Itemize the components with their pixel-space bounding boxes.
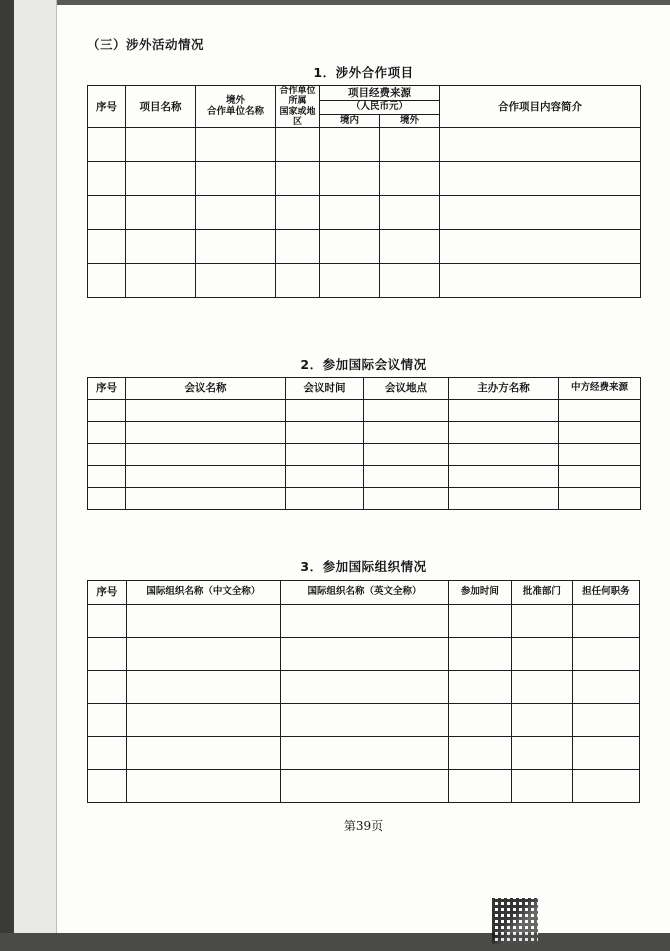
cell-meeting-time[interactable]	[286, 488, 364, 510]
cell-project-name[interactable]	[126, 230, 196, 264]
table-header-row	[88, 581, 640, 605]
cell-meeting-place[interactable]	[364, 444, 449, 466]
cell-domestic[interactable]	[320, 230, 380, 264]
international-organizations-table	[87, 580, 640, 803]
cell-seq[interactable]	[88, 605, 127, 638]
table-row[interactable]	[88, 488, 641, 510]
table-row[interactable]	[88, 400, 641, 422]
cell-seq[interactable]	[88, 196, 126, 230]
cell-project-name[interactable]	[126, 264, 196, 298]
cell-join-time[interactable]	[448, 770, 511, 803]
table-3-title: 3．参加国际组织情况	[300, 559, 427, 574]
cell-seq[interactable]	[88, 671, 127, 704]
cell-meeting-place[interactable]	[364, 400, 449, 422]
cell-domestic[interactable]	[320, 128, 380, 162]
table-header-row	[88, 378, 641, 400]
cell-country[interactable]	[276, 264, 320, 298]
cell-org-cn[interactable]	[126, 638, 281, 671]
cell-seq[interactable]	[88, 422, 126, 444]
cell-partner-unit[interactable]	[196, 264, 276, 298]
table-row[interactable]	[88, 737, 640, 770]
cell-description[interactable]	[440, 162, 641, 196]
cell-host[interactable]	[449, 466, 559, 488]
cell-project-name[interactable]	[126, 162, 196, 196]
th-project-name: 项目名称	[126, 86, 196, 128]
th-funding-source: 项目经费来源	[320, 86, 440, 101]
cell-meeting-place[interactable]	[364, 422, 449, 444]
cell-approval-dept[interactable]	[511, 737, 572, 770]
cell-partner-unit[interactable]	[196, 230, 276, 264]
table-row[interactable]	[88, 605, 640, 638]
table-row[interactable]	[88, 671, 640, 704]
cell-domestic[interactable]	[320, 196, 380, 230]
table-row[interactable]	[88, 638, 640, 671]
cell-meeting-time[interactable]	[286, 466, 364, 488]
cell-org-en[interactable]	[281, 770, 449, 803]
international-conferences-table	[87, 377, 641, 510]
cell-host[interactable]	[449, 400, 559, 422]
cell-join-time[interactable]	[448, 638, 511, 671]
cell-funding[interactable]	[559, 444, 641, 466]
table-header-row	[88, 86, 641, 101]
cell-org-cn[interactable]	[126, 737, 281, 770]
cell-seq[interactable]	[88, 704, 127, 737]
table-row[interactable]	[88, 162, 641, 196]
th-meeting-place: 会议地点	[364, 378, 449, 400]
scan-edge-left-dark	[0, 0, 14, 951]
cell-country[interactable]	[276, 162, 320, 196]
document-content	[57, 5, 670, 933]
cell-partner-unit[interactable]	[196, 128, 276, 162]
cell-seq[interactable]	[88, 128, 126, 162]
cell-org-en[interactable]	[281, 671, 449, 704]
th-approval-dept: 批准部门	[511, 581, 572, 605]
cell-approval-dept[interactable]	[511, 671, 572, 704]
cell-meeting-name[interactable]	[126, 422, 286, 444]
cell-org-en[interactable]	[281, 704, 449, 737]
cell-seq[interactable]	[88, 638, 127, 671]
cell-partner-unit[interactable]	[196, 162, 276, 196]
cell-seq[interactable]	[88, 466, 126, 488]
section-heading	[87, 35, 204, 53]
scan-edge-bottom	[0, 933, 670, 951]
th-org-cn: 国际组织名称（中文全称）	[126, 581, 281, 605]
cell-join-time[interactable]	[448, 737, 511, 770]
cell-project-name[interactable]	[126, 196, 196, 230]
cell-org-cn[interactable]	[126, 671, 281, 704]
cell-approval-dept[interactable]	[511, 770, 572, 803]
table-2-title: 2．参加国际会议情况	[300, 357, 427, 372]
th-meeting-name: 会议名称	[126, 378, 286, 400]
th-host: 主办方名称	[449, 378, 559, 400]
section-heading-text: （三）涉外活动情况	[87, 37, 205, 52]
th-funding-source: 中方经费来源	[559, 378, 641, 400]
cell-host[interactable]	[449, 444, 559, 466]
cell-description[interactable]	[440, 128, 641, 162]
table-row[interactable]	[88, 444, 641, 466]
cell-description[interactable]	[440, 196, 641, 230]
cell-domestic[interactable]	[320, 162, 380, 196]
th-description: 合作项目内容简介	[440, 86, 641, 128]
cell-org-en[interactable]	[281, 638, 449, 671]
cell-position[interactable]	[572, 704, 639, 737]
cell-seq[interactable]	[88, 488, 126, 510]
table-row[interactable]	[88, 230, 641, 264]
th-funding-domestic: 境内	[320, 114, 380, 128]
cell-org-cn[interactable]	[126, 704, 281, 737]
cell-overseas[interactable]	[380, 264, 440, 298]
cell-meeting-name[interactable]	[126, 466, 286, 488]
table-row[interactable]	[88, 422, 641, 444]
cell-meeting-name[interactable]	[126, 444, 286, 466]
cell-seq[interactable]	[88, 162, 126, 196]
cell-description[interactable]	[440, 230, 641, 264]
cell-country[interactable]	[276, 128, 320, 162]
cell-seq[interactable]	[88, 737, 127, 770]
th-funding-unit: （人民币元）	[320, 100, 440, 114]
cell-meeting-time[interactable]	[286, 444, 364, 466]
th-partner-unit: 境外 合作单位名称	[196, 86, 276, 128]
cell-meeting-place[interactable]	[364, 488, 449, 510]
th-seq: 序号	[88, 581, 127, 605]
cell-description[interactable]	[440, 264, 641, 298]
document-paper	[57, 5, 670, 933]
th-join-time: 参加时间	[448, 581, 511, 605]
cell-meeting-time[interactable]	[286, 400, 364, 422]
cell-org-en[interactable]	[281, 737, 449, 770]
th-country: 合作单位 所属 国家或地 区	[276, 86, 320, 128]
th-org-en: 国际组织名称（英文全称）	[281, 581, 449, 605]
cell-approval-dept[interactable]	[511, 638, 572, 671]
cell-meeting-name[interactable]	[126, 488, 286, 510]
cell-join-time[interactable]	[448, 671, 511, 704]
qr-code	[492, 898, 538, 944]
cell-host[interactable]	[449, 422, 559, 444]
table-row[interactable]	[88, 128, 641, 162]
cell-domestic[interactable]	[320, 264, 380, 298]
cell-funding[interactable]	[559, 466, 641, 488]
cell-seq[interactable]	[88, 230, 126, 264]
cell-seq[interactable]	[88, 444, 126, 466]
cell-country[interactable]	[276, 196, 320, 230]
th-meeting-time: 会议时间	[286, 378, 364, 400]
cell-seq[interactable]	[88, 400, 126, 422]
table-row[interactable]	[88, 770, 640, 803]
cell-project-name[interactable]	[126, 128, 196, 162]
cell-join-time[interactable]	[448, 605, 511, 638]
cell-funding[interactable]	[559, 400, 641, 422]
th-position: 担任何职务	[572, 581, 639, 605]
table-row[interactable]	[88, 466, 641, 488]
cell-overseas[interactable]	[380, 196, 440, 230]
page-number: 第39页	[343, 819, 384, 833]
cell-join-time[interactable]	[448, 704, 511, 737]
cell-host[interactable]	[449, 488, 559, 510]
cell-country[interactable]	[276, 230, 320, 264]
cell-overseas[interactable]	[380, 162, 440, 196]
cell-funding[interactable]	[559, 488, 641, 510]
cell-position[interactable]	[572, 671, 639, 704]
cell-meeting-name[interactable]	[126, 400, 286, 422]
cell-funding[interactable]	[559, 422, 641, 444]
cell-overseas[interactable]	[380, 230, 440, 264]
foreign-cooperation-projects-table	[87, 85, 641, 298]
th-seq: 序号	[88, 86, 126, 128]
cell-position[interactable]	[572, 770, 639, 803]
table-row[interactable]	[88, 704, 640, 737]
cell-position[interactable]	[572, 605, 639, 638]
cell-position[interactable]	[572, 638, 639, 671]
cell-approval-dept[interactable]	[511, 605, 572, 638]
cell-org-en[interactable]	[281, 605, 449, 638]
table-row[interactable]	[88, 196, 641, 230]
cell-position[interactable]	[572, 737, 639, 770]
th-seq: 序号	[88, 378, 126, 400]
cell-meeting-place[interactable]	[364, 466, 449, 488]
cell-org-cn[interactable]	[126, 770, 281, 803]
cell-meeting-time[interactable]	[286, 422, 364, 444]
cell-approval-dept[interactable]	[511, 704, 572, 737]
th-funding-overseas: 境外	[380, 114, 440, 128]
cell-seq[interactable]	[88, 770, 127, 803]
cell-org-cn[interactable]	[126, 605, 281, 638]
qr-code-overlay	[492, 898, 538, 944]
cell-seq[interactable]	[88, 264, 126, 298]
table-1-title: 1．涉外合作项目	[313, 65, 414, 80]
cell-partner-unit[interactable]	[196, 196, 276, 230]
table-row[interactable]	[88, 264, 641, 298]
cell-overseas[interactable]	[380, 128, 440, 162]
